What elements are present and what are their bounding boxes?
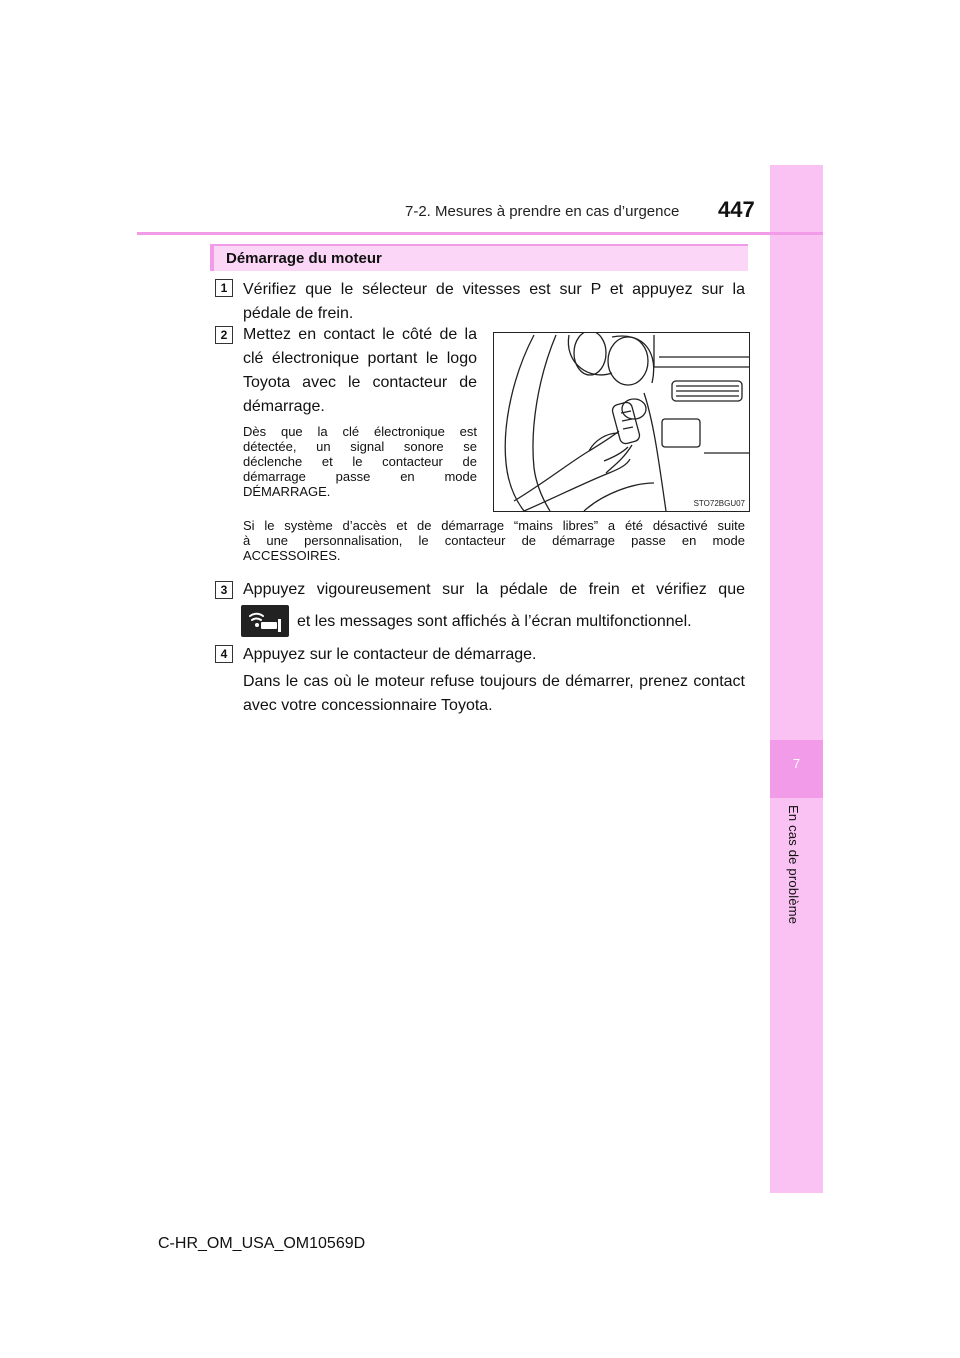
footer-document-code: C-HR_OM_USA_OM10569D <box>158 1235 366 1252</box>
step-2-note-line-5: DÉMARRAGE. <box>243 484 331 499</box>
step-2-note2-line-3: ACCESSOIRES. <box>243 548 341 563</box>
side-tab-chapter-title: En cas de problème <box>786 805 801 925</box>
step-1-line-1: Vérifiez que le sélecteur de vitesses est sur P et appuyez sur la <box>243 281 745 298</box>
step-2-note2-line-2: à une personnalisation, le contacteur de démarrage passe en mode <box>243 533 745 548</box>
step-2-line-2: clé électronique portant le logo <box>243 350 477 367</box>
illustration-code: STO72BGU07 <box>693 499 745 508</box>
step-2-line-3: Toyota avec le contacteur de <box>243 374 477 391</box>
step-2-note-line-4: démarrage passe en mode <box>243 469 477 484</box>
step-2-note2-line-1: Si le système d’accès et de démarrage “mains libres” a été désactivé suite <box>243 518 745 533</box>
step-2-note <box>243 424 477 499</box>
step-number-1: 1 <box>215 279 233 297</box>
step-number-4: 4 <box>215 645 233 663</box>
closing-line-2: avec votre concessionnaire Toyota. <box>243 697 493 714</box>
step-3-line-2: et les messages sont affichés à l’écran multifonctionnel. <box>297 613 692 630</box>
step-2-note-line-3: déclenche et le contacteur de <box>243 454 477 469</box>
closing-paragraph <box>243 670 745 718</box>
closing-line-1: Dans le cas où le moteur refuse toujours de démarrer, prenez contact <box>243 673 745 690</box>
side-tab-chapter-number: 7 <box>792 756 801 771</box>
step-2-note-line-1: Dès que la clé électronique est <box>243 424 477 439</box>
smart-key-indicator-icon <box>241 605 289 637</box>
step-1-line-2: pédale de frein. <box>243 305 354 322</box>
step-number-2: 2 <box>215 326 233 344</box>
page-number: 447 <box>718 197 755 222</box>
step-2-note-line-2: détectée, un signal sonore se <box>243 439 477 454</box>
illustration-drawing <box>494 333 749 511</box>
step-4-text: Appuyez sur le contacteur de démarrage. <box>243 646 537 663</box>
step-2-line-4: démarrage. <box>243 398 325 415</box>
step-2-line-1: Mettez en contact le côté de la <box>243 326 477 343</box>
section-heading <box>210 244 748 271</box>
section-heading-text: Démarrage du moteur <box>226 250 382 267</box>
step-1-text <box>243 278 745 326</box>
step-2-text <box>243 323 477 419</box>
illustration-key-to-start-switch <box>493 332 750 512</box>
step-2-note-2 <box>243 518 745 563</box>
header-rule <box>137 232 823 235</box>
side-tab <box>770 165 823 1193</box>
step-3-line-1: Appuyez vigoureusement sur la pédale de frein et vérifiez que <box>243 581 745 598</box>
smart-key-indicator-glyph <box>241 605 289 637</box>
header-section-title: 7-2. Mesures à prendre en cas d’urgence <box>405 203 680 220</box>
step-number-3: 3 <box>215 581 233 599</box>
